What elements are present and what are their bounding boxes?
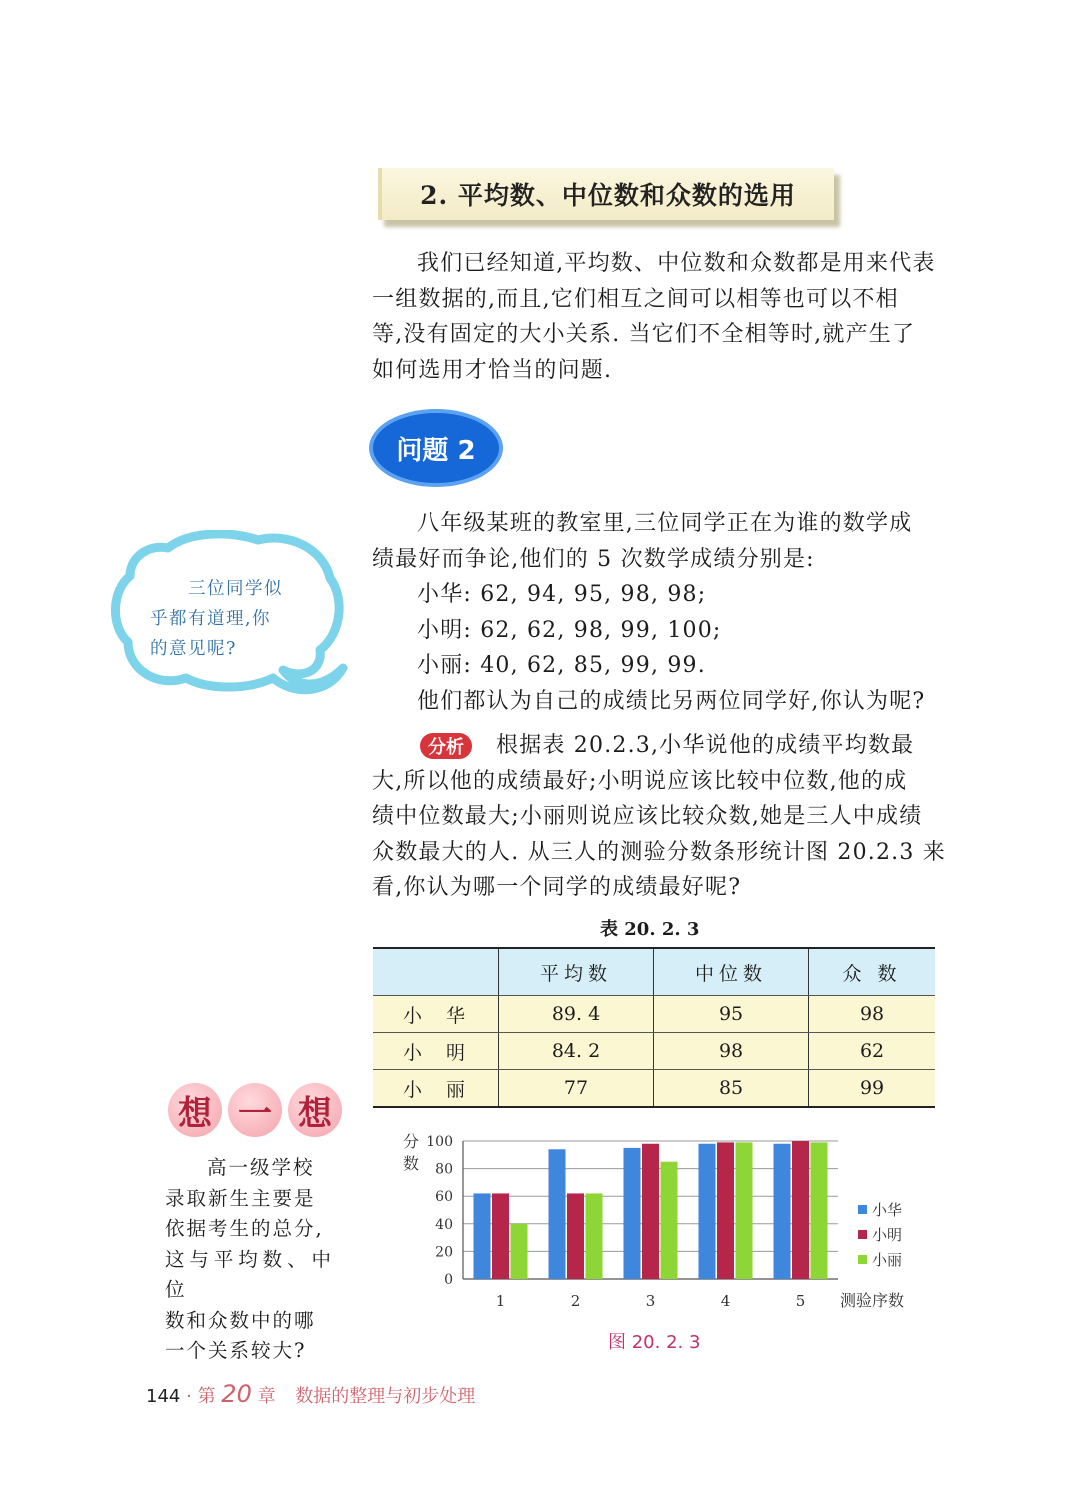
y-tick-label: 80 bbox=[435, 1161, 453, 1178]
intro-line: 等,没有固定的大小关系. 当它们不全相等时,就产生了 bbox=[372, 322, 916, 347]
table-header bbox=[373, 948, 499, 996]
section-title: 2. 平均数、中位数和众数的选用 bbox=[420, 181, 796, 210]
legend-swatch bbox=[858, 1205, 867, 1214]
analysis-paragraph bbox=[372, 728, 947, 906]
y-tick-label: 0 bbox=[444, 1272, 453, 1288]
score-line-xiaoming: 小明: 62, 62, 98, 99, 100; bbox=[417, 617, 722, 643]
intro-line: 一组数据的,而且,它们相互之间可以相等也可以不相 bbox=[372, 286, 899, 312]
table-cell: 77 bbox=[499, 1070, 654, 1108]
problem-badge-label: 问题 2 bbox=[396, 435, 476, 466]
think-line: 数和众数中的哪 bbox=[165, 1308, 316, 1332]
x-axis-label: 测验序数 bbox=[840, 1291, 905, 1310]
y-tick-label: 40 bbox=[435, 1216, 453, 1233]
table-cell: 84. 2 bbox=[499, 1033, 654, 1070]
think-char: 一 bbox=[228, 1083, 282, 1137]
think-text bbox=[165, 1153, 333, 1367]
bar-小丽-5 bbox=[811, 1142, 828, 1279]
score-line-xiaohua: 小华: 62, 94, 95, 98, 98; bbox=[417, 582, 707, 607]
table-header: 中位数 bbox=[654, 948, 809, 996]
intro-line: 我们已经知道,平均数、中位数和众数都是用来代表 bbox=[417, 251, 936, 276]
x-tick-label: 2 bbox=[570, 1292, 581, 1310]
analysis-line: 大,所以他的成绩最好;小明说应该比较中位数,他的成 bbox=[372, 768, 908, 794]
y-tick-label: 20 bbox=[435, 1244, 453, 1261]
think-char: 想 bbox=[288, 1083, 342, 1137]
cloud-line: 三位同学似 bbox=[188, 579, 283, 599]
bar-小明-5 bbox=[792, 1141, 809, 1279]
y-axis-label: 数 bbox=[402, 1154, 420, 1173]
table-caption: 表 20. 2. 3 bbox=[600, 919, 700, 940]
bar-小明-1 bbox=[492, 1193, 509, 1279]
think-char: 想 bbox=[168, 1083, 222, 1137]
table-cell-name: 小丽 bbox=[373, 1070, 499, 1108]
analysis-tag: 分析 bbox=[420, 733, 472, 759]
x-tick-label: 5 bbox=[795, 1292, 806, 1310]
table-header-row bbox=[373, 948, 935, 996]
intro-paragraph bbox=[372, 246, 947, 388]
chapter-title: 数据的整理与初步处理 bbox=[295, 1386, 476, 1407]
problem-badge bbox=[373, 413, 499, 483]
intro-line: 如何选用才恰当的问题. bbox=[372, 357, 613, 383]
legend-swatch bbox=[858, 1230, 867, 1239]
table-cell: 98 bbox=[809, 996, 935, 1033]
page-footer bbox=[146, 1380, 475, 1408]
y-tick-label: 60 bbox=[435, 1189, 453, 1206]
table-cell: 62 bbox=[809, 1033, 935, 1070]
table-cell-name: 小华 bbox=[373, 996, 499, 1033]
think-heading bbox=[168, 1083, 342, 1137]
x-tick-label: 3 bbox=[645, 1292, 656, 1310]
table-cell: 95 bbox=[654, 996, 809, 1033]
bar-小华-4 bbox=[699, 1144, 716, 1279]
table-cell: 85 bbox=[654, 1070, 809, 1108]
chapter-prefix: 第 bbox=[197, 1386, 216, 1407]
chapter-suffix: 章 bbox=[257, 1386, 276, 1407]
chart-caption: 图 20. 2. 3 bbox=[608, 1332, 701, 1353]
x-tick-label: 4 bbox=[720, 1292, 731, 1310]
bar-小丽-1 bbox=[511, 1224, 528, 1279]
problem-question: 他们都认为自己的成绩比另两位同学好,你认为呢? bbox=[417, 688, 926, 714]
analysis-line: 绩中位数最大;小丽则说应该比较众数,她是三人中成绩 bbox=[372, 804, 923, 829]
analysis-line: 看,你认为哪一个同学的成绩最好呢? bbox=[372, 875, 742, 900]
x-tick-label: 1 bbox=[495, 1292, 506, 1310]
legend-label: 小丽 bbox=[872, 1251, 903, 1269]
table-cell: 89. 4 bbox=[499, 996, 654, 1033]
bar-小明-2 bbox=[567, 1193, 584, 1279]
table-row bbox=[373, 996, 935, 1033]
analysis-line: 根据表 20.2.3,小华说他的成绩平均数最 bbox=[496, 733, 915, 758]
problem-line: 八年级某班的教室里,三位同学正在为谁的数学成 bbox=[417, 511, 913, 536]
y-tick-label: 100 bbox=[426, 1134, 453, 1150]
think-line: 依据考生的总分, bbox=[165, 1217, 324, 1240]
think-line: 这与平均数、中位 bbox=[165, 1247, 333, 1301]
table-cell: 99 bbox=[809, 1070, 935, 1108]
bar-小丽-4 bbox=[736, 1142, 753, 1279]
bar-小丽-3 bbox=[661, 1162, 678, 1279]
legend-swatch bbox=[858, 1255, 867, 1264]
bar-小华-3 bbox=[624, 1148, 641, 1279]
think-line: 录取新生主要是 bbox=[165, 1186, 316, 1210]
table-row bbox=[373, 1033, 935, 1070]
legend-label: 小明 bbox=[872, 1226, 903, 1244]
bar-小华-1 bbox=[474, 1193, 491, 1279]
section-heading bbox=[378, 168, 834, 220]
cloud-line: 的意见呢? bbox=[150, 639, 237, 659]
cloud-text bbox=[150, 574, 300, 664]
footer-dot: · bbox=[186, 1386, 192, 1407]
think-line: 一个关系较大? bbox=[165, 1339, 307, 1362]
think-line: 高一级学校 bbox=[207, 1156, 315, 1179]
page-number: 144 bbox=[146, 1386, 181, 1407]
y-axis-label: 分 bbox=[402, 1132, 420, 1151]
bar-小华-2 bbox=[549, 1149, 566, 1279]
table-row bbox=[373, 1070, 935, 1108]
bar-小明-4 bbox=[717, 1142, 734, 1279]
table-cell: 98 bbox=[654, 1033, 809, 1070]
problem-line: 绩最好而争论,他们的 5 次数学成绩分别是: bbox=[372, 546, 815, 572]
score-line-xiaoli: 小丽: 40, 62, 85, 99, 99. bbox=[417, 653, 706, 678]
legend-label: 小华 bbox=[872, 1201, 903, 1219]
stats-table bbox=[373, 947, 935, 1108]
bar-小明-3 bbox=[642, 1144, 659, 1279]
cloud-line: 乎都有道理,你 bbox=[150, 609, 272, 629]
analysis-line: 众数最大的人. 从三人的测验分数条形统计图 20.2.3 来 bbox=[372, 839, 946, 865]
problem-paragraph bbox=[372, 506, 947, 719]
bar-chart bbox=[395, 1125, 940, 1325]
chapter-number: 20 bbox=[221, 1380, 252, 1408]
bar-小华-5 bbox=[774, 1144, 791, 1279]
table-cell-name: 小明 bbox=[373, 1033, 499, 1070]
table-header: 平均数 bbox=[499, 948, 654, 996]
bar-小丽-2 bbox=[586, 1193, 603, 1279]
table-header: 众 数 bbox=[809, 948, 935, 996]
